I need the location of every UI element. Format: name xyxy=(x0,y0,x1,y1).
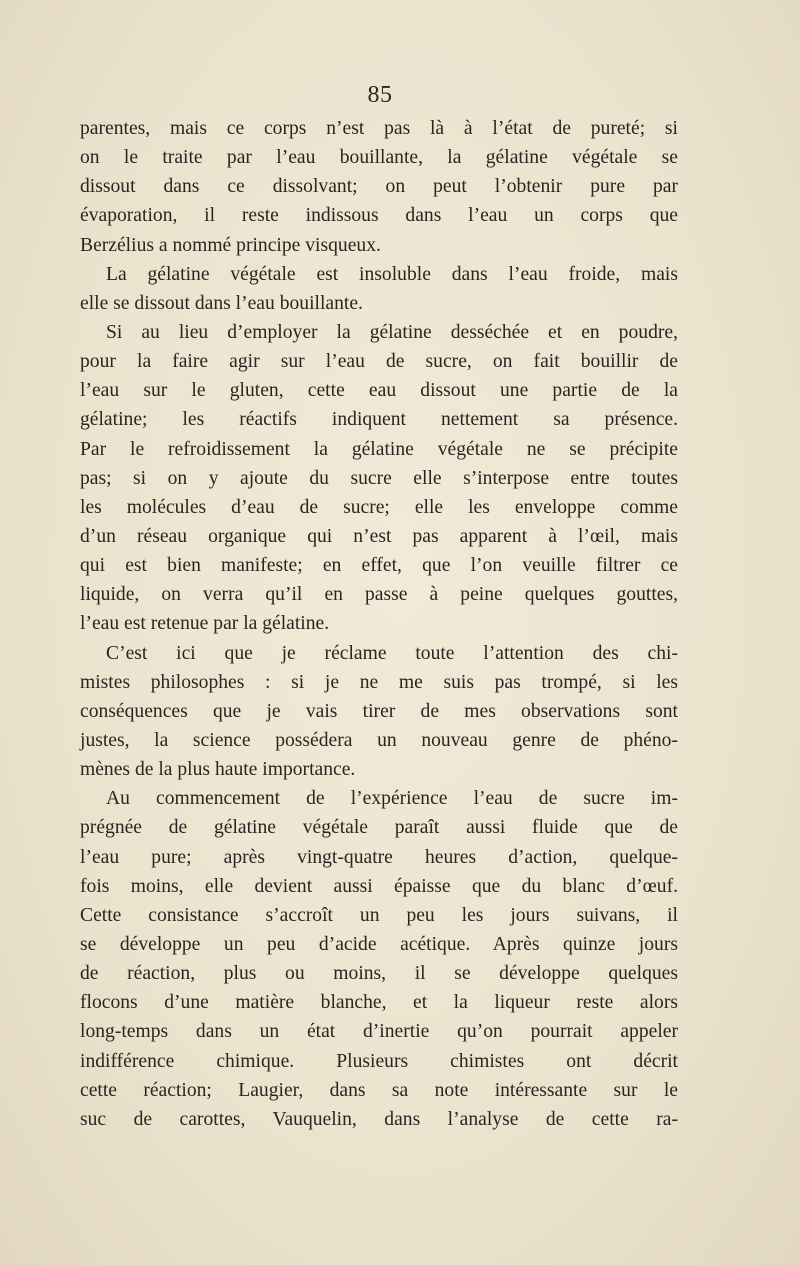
text-line: qui est bien manifeste; en effet, que l’on veuille filtrer ce xyxy=(80,555,678,577)
text-line: prégnée de gélatine végétale paraît aussi fluide que de xyxy=(80,817,678,839)
text-line: pas; si on y ajoute du sucre elle s’interpose entre toutes xyxy=(80,467,678,489)
text-line: évaporation, il reste indissous dans l’eau un corps que xyxy=(80,205,678,227)
text-line: indifférence chimique. Plusieurs chimistes ont décrit xyxy=(80,1050,678,1072)
text-line: parentes, mais ce corps n’est pas là à l’état de pureté; si xyxy=(80,118,678,139)
text-line: fois moins, elle devient aussi épaisse que du blanc d’œuf. xyxy=(80,875,678,897)
text-line: Berzélius a nommé principe visqueux. xyxy=(80,234,381,256)
text-line: flocons d’une matière blanche, et la liqueur reste alors xyxy=(80,992,678,1014)
text-line: les molécules d’eau de sucre; elle les enveloppe comme xyxy=(80,496,678,518)
text-line: long-temps dans un état d’inertie qu’on pourrait appeler xyxy=(80,1021,678,1043)
text-line: d’un réseau organique qui n’est pas apparent à l’œil, mais xyxy=(80,525,678,547)
text-line: dissout dans ce dissolvant; on peut l’obtenir pure par xyxy=(80,176,678,198)
text-line: on le traite par l’eau bouillante, la gélatine végétale se xyxy=(80,147,678,169)
text-line: elle se dissout dans l’eau bouillante. xyxy=(80,292,363,314)
text-line: l’eau pure; après vingt-quatre heures d’action, quelque- xyxy=(80,846,678,868)
text-line: gélatine; les réactifs indiquent nettement sa présence. xyxy=(80,409,678,431)
text-line: Par le refroidissement la gélatine végétale ne se précipite xyxy=(80,438,678,460)
text-line: se développe un peu d’acide acétique. Après quinze jours xyxy=(80,933,678,955)
text-line: suc de carottes, Vauquelin, dans l’analyse de cette ra- xyxy=(80,1108,678,1130)
text-line: de réaction, plus ou moins, il se développe quelques xyxy=(80,963,678,985)
text-line: Si au lieu d’employer la gélatine desséchée et en poudre, xyxy=(106,321,678,343)
text-line: pour la faire agir sur l’eau de sucre, on fait bouillir de xyxy=(80,351,678,373)
text-line: liquide, on verra qu’il en passe à peine quelques gouttes, xyxy=(80,584,678,606)
text-line: Au commencement de l’expérience l’eau de sucre im- xyxy=(106,788,678,810)
text-line: mistes philosophes : si je ne me suis pas trompé, si les xyxy=(80,671,678,693)
text-line: conséquences que je vais tirer de mes observations sont xyxy=(80,700,678,722)
text-line: justes, la science possédera un nouveau genre de phéno- xyxy=(80,729,678,751)
text-line: La gélatine végétale est insoluble dans l’eau froide, mais xyxy=(106,263,678,285)
page-number: 85 xyxy=(367,82,393,108)
text-line: cette réaction; Laugier, dans sa note intéressante sur le xyxy=(80,1079,678,1101)
body-text xyxy=(80,114,678,1134)
text-line: Cette consistance s’accroît un peu les jours suivans, il xyxy=(80,904,678,926)
text-line: mènes de la plus haute importance. xyxy=(80,759,356,781)
text-line: l’eau sur le gluten, cette eau dissout une partie de la xyxy=(80,380,678,402)
text-line: C’est ici que je réclame toute l’attention des chi- xyxy=(106,642,678,664)
text-line: l’eau est retenue par la gélatine. xyxy=(80,613,330,635)
